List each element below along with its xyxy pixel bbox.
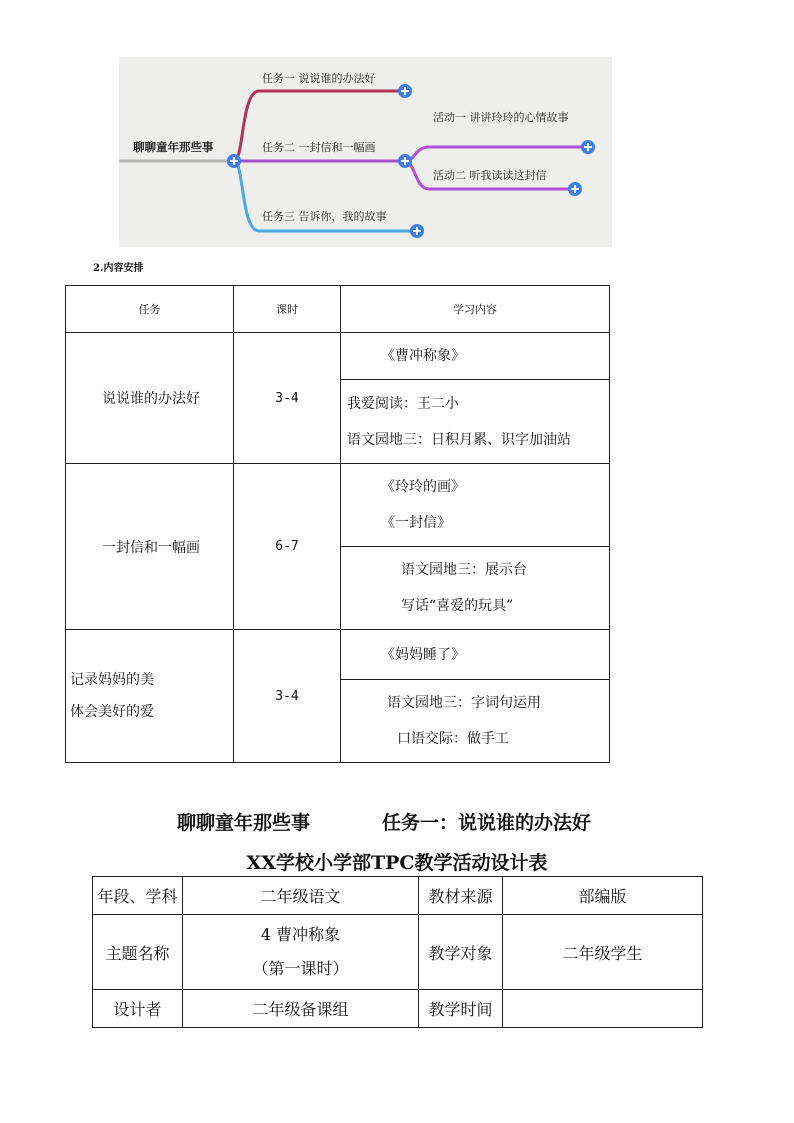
title-topic: 聊聊童年那些事 [177, 812, 311, 834]
hours-cell: 6-7 [234, 464, 341, 630]
table-row [93, 877, 703, 915]
content-line: 语文园地三：字词句运用 [387, 695, 541, 711]
content-line: 《一封信》 [381, 515, 451, 531]
content-plan-table [65, 285, 610, 763]
table-row [66, 630, 610, 680]
task-line: 体会美好的爱 [70, 704, 154, 720]
table-row [66, 333, 610, 380]
audience-value: 二年级学生 [503, 915, 703, 990]
mind-map-task-1: 任务一 说说谁的办法好 [262, 72, 376, 85]
table-row [93, 990, 703, 1028]
time-label: 教学时间 [419, 990, 503, 1028]
grade-subject-label: 年段、学科 [93, 877, 183, 915]
table-row [66, 464, 610, 547]
header-task: 任务 [66, 286, 234, 333]
time-value [503, 990, 703, 1028]
mind-map-task-3: 任务三 告诉你，我的故事 [262, 210, 387, 223]
topic-line-2: （第一课时） [252, 959, 349, 978]
activity-design-table [92, 876, 703, 1028]
task-cell: 说说谁的办法好 [66, 333, 234, 464]
mind-map-activity-1: 活动一 讲讲玲玲的心情故事 [433, 111, 569, 124]
header-hours: 课时 [234, 286, 341, 333]
content-line: 语文园地三：日积月累、识字加油站 [347, 431, 571, 448]
content-line: 口语交际：做手工 [397, 731, 509, 747]
content-line: 我爱阅读：王二小 [347, 395, 459, 412]
title-task: 任务一：说说谁的办法好 [382, 812, 592, 834]
content-cell [341, 333, 610, 380]
designer-value: 二年级备课组 [183, 990, 419, 1028]
topic-value [183, 915, 419, 990]
topic-label: 主题名称 [93, 915, 183, 990]
content-cell [341, 630, 610, 680]
mind-map-root: 聊聊童年那些事 [133, 140, 214, 154]
mind-map-activity-2: 活动二 听我读读这封信 [433, 169, 547, 182]
source-label: 教材来源 [419, 877, 503, 915]
hours-cell: 3-4 [234, 333, 341, 464]
form-title: XX学校小学部TPC教学活动设计表 [246, 852, 548, 874]
topic-line-1: 4 曹冲称象 [260, 925, 341, 944]
task-cell: 一封信和一幅画 [66, 464, 234, 630]
task-line: 记录妈妈的美 [70, 672, 154, 688]
content-cell [341, 464, 610, 547]
content-cell [341, 680, 610, 763]
content-cell [341, 547, 610, 630]
task-cell [66, 630, 234, 763]
mind-map-task-2: 任务二 一封信和一幅画 [262, 141, 376, 154]
content-line: 《妈妈睡了》 [381, 646, 465, 663]
table-row [93, 915, 703, 990]
content-line: 写话“喜爱的玩具” [401, 598, 514, 614]
content-cell [341, 380, 610, 464]
section-label: 2.内容安排 [93, 263, 144, 274]
source-value: 部编版 [503, 877, 703, 915]
table-header-row [66, 286, 610, 333]
mind-map [119, 57, 612, 247]
hours-cell: 3-4 [234, 630, 341, 763]
grade-subject-value: 二年级语文 [183, 877, 419, 915]
content-line: 语文园地三：展示台 [401, 562, 527, 578]
content-line: 《玲玲的画》 [381, 479, 465, 495]
header-content: 学习内容 [341, 286, 610, 333]
audience-label: 教学对象 [419, 915, 503, 990]
content-line: 《曹冲称象》 [381, 348, 465, 364]
designer-label: 设计者 [93, 990, 183, 1028]
